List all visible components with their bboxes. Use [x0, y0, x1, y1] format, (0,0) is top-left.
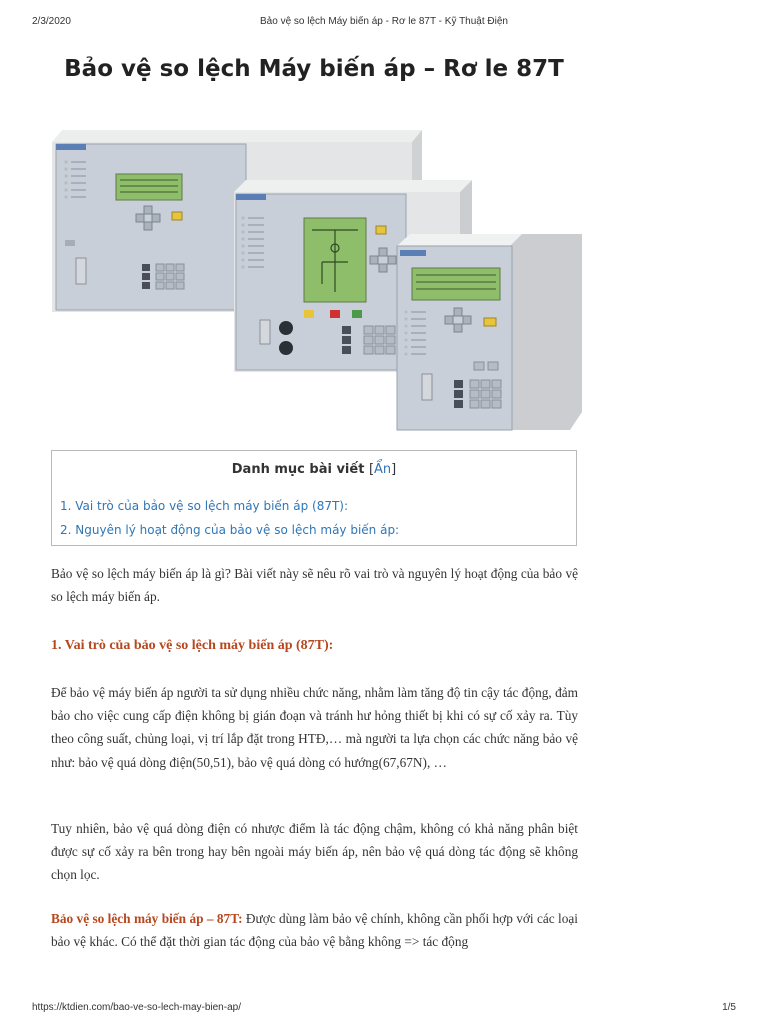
section-1-paragraph-2: Tuy nhiên, bảo vệ quá dòng điện có nhược điểm là tác động chậm, không có khả năng phân biệt được sự cố xảy ra bên trong hay bên ngoài máy biến áp, nên bảo vệ quá dòng tác động sẽ không chọn lọc. [51, 821, 578, 883]
section-1-paragraph-1: Để bảo vệ máy biến áp người ta sử dụng nhiều chức năng, nhằm làm tăng độ tin cậy tác động, đảm bảo cho việc cung cấp điện không bị gián đoạn và tránh hư hỏng thiết bị khi có sự cố xảy ra. Tùy theo công suất, chủng loại, vị trí lắp đặt trong HTĐ,… mà người ta lựa chọn các chức năng bảo vệ như: bảo vệ quá dòng điện(50,51), bảo vệ quá dòng có hướng(67,67N), … [51, 685, 578, 770]
page-url: https://ktdien.com/bao-ve-so-lech-may-bien-ap/ [32, 1002, 241, 1013]
toc-toggle[interactable] [369, 462, 396, 477]
article-title: Bảo vệ so lệch Máy biến áp – Rơ le 87T [64, 56, 564, 82]
toc-link-section-2[interactable]: 2. Nguyên lý hoạt động của bảo vệ so lệch máy biến áp: [60, 523, 400, 537]
toc-toggle-link[interactable]: Ẩn [374, 462, 392, 477]
table-of-contents [51, 450, 577, 546]
intro-paragraph: Bảo vệ so lệch máy biến áp là gì? Bài viết này sẽ nêu rõ vai trò và nguyên lý hoạt động của bảo vệ so lệch máy biến áp. [51, 566, 578, 605]
section-1-heading: 1. Vai trò của bảo vệ so lệch máy biến áp (87T): [51, 638, 334, 653]
section-1-paragraph-3 [51, 907, 578, 953]
relay-image [52, 122, 582, 432]
section-1-lead: Bảo vệ so lệch máy biến áp – 87T: [51, 911, 243, 926]
print-date: 2/3/2020 [32, 16, 71, 27]
relay-unit-small [397, 234, 582, 430]
toc-toggle-close: ] [391, 462, 397, 477]
toc-toggle-open: [ [368, 462, 375, 477]
toc-heading-row [52, 462, 576, 477]
toc-heading: Danh mục bài viết [231, 462, 365, 477]
toc-link-section-1[interactable]: 1. Vai trò của bảo vệ so lệch máy biến áp (87T): [60, 499, 349, 513]
section-1-paragraph-3-text: Được dùng làm bảo vệ chính, không cần phối hợp với các loại bảo vệ khác. Có thể đặt thời gian tác động của bảo vệ bằng không => tác động [51, 911, 578, 950]
print-title: Bảo vệ so lệch Máy biến áp - Rơ le 87T - Kỹ Thuật Điện [260, 16, 508, 27]
page-number: 1/5 [722, 1002, 736, 1013]
